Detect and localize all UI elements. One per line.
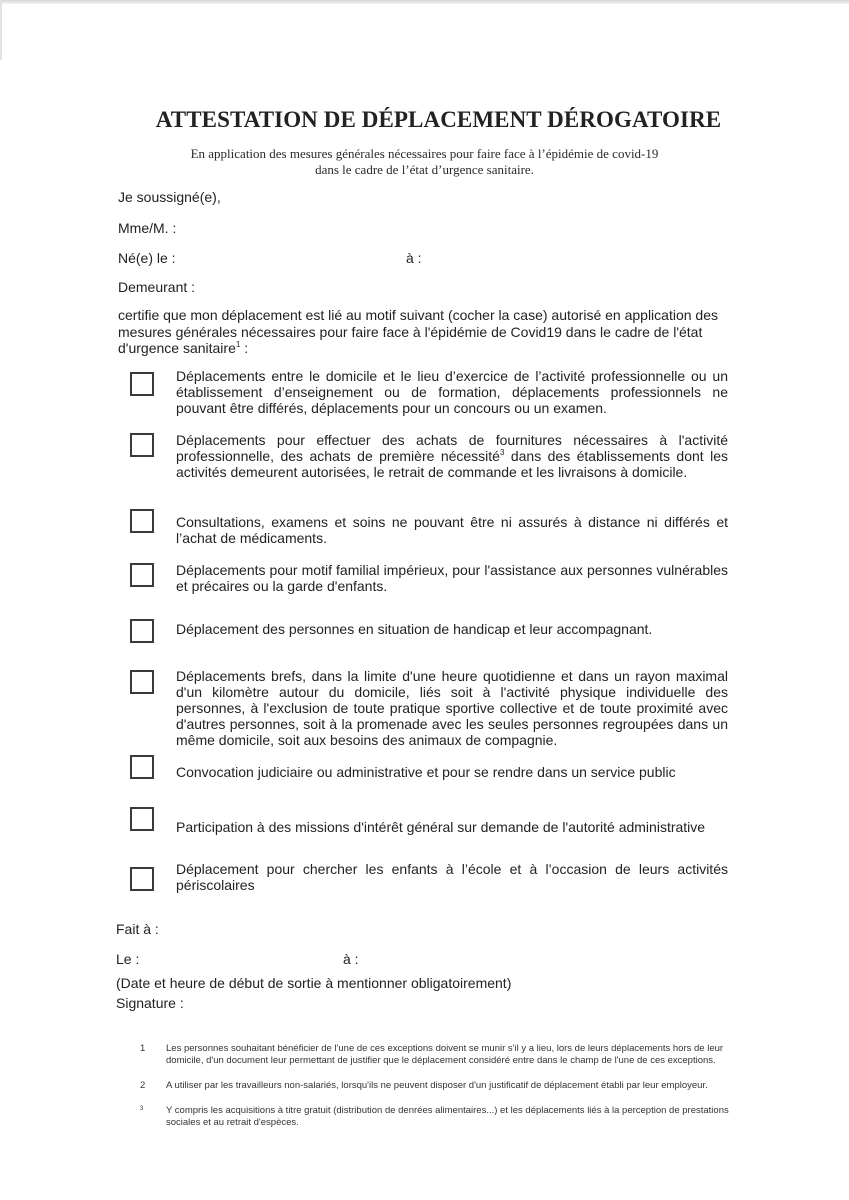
date-label: Le :: [116, 951, 140, 967]
reason-checkbox-general-interest[interactable]: [130, 807, 154, 831]
reason-checkbox-purchases[interactable]: [130, 433, 154, 457]
place-field[interactable]: [170, 921, 570, 939]
reason-checkbox-handicap[interactable]: [130, 619, 154, 643]
reason-checkbox-health[interactable]: [130, 509, 154, 533]
certification-suffix: :: [240, 340, 249, 356]
document-subtitle-line1: En application des mesures générales nécessaires pour faire face à l’épidémie de covid-19: [190, 146, 659, 161]
signature-area[interactable]: [190, 995, 490, 1025]
footnote-3: [140, 1105, 740, 1128]
place-label: Fait à :: [116, 921, 159, 937]
address-label: Demeurant :: [118, 279, 196, 295]
footnote-1: [140, 1043, 740, 1066]
date-field[interactable]: [150, 951, 330, 969]
document-title: ATTESTATION DE DÉPLACEMENT DÉROGATOIRE: [155, 107, 722, 132]
name-field[interactable]: [190, 220, 710, 238]
name-label: Mme/M. :: [118, 220, 177, 236]
reason-text-school: Déplacement pour chercher les enfants à l’école et à l’occasion de leurs activités périscolaires: [176, 861, 728, 893]
signature-label: Signature :: [116, 995, 184, 1011]
footnote-text: A utiliser par les travailleurs non-salariés, lorsqu'ils ne peuvent disposer d'un justificatif de déplacement établi par leur employeur.: [166, 1080, 708, 1091]
footnote-ref-1[interactable]: 1: [235, 340, 241, 349]
reason-text-purchases-b: dans des établissements dont les activités demeurent autorisées, le retrait de commande et les livraisons à domicile.: [176, 448, 728, 480]
footnote-text: Les personnes souhaitant bénéficier de l'une de ces exceptions doivent se munir s'il y a lieu, lors de leurs déplacements hors de leur domicile, d'un document leur permettant de justifier que le déplacement considéré entre dans le champ de l'une de ces exceptions.: [166, 1043, 724, 1066]
reason-text-health: Consultations, examens et soins ne pouvant être ni assurés à distance ni différés et l’achat de médicaments.: [176, 514, 728, 546]
time-field[interactable]: [368, 951, 548, 969]
reason-checkbox-exercise[interactable]: [130, 670, 154, 694]
birth-place-field[interactable]: [430, 250, 720, 268]
reason-text-convocation: Convocation judiciaire ou administrative et pour se rendre dans un service public: [176, 764, 676, 780]
reason-text-handicap: Déplacement des personnes en situation de handicap et leur accompagnant.: [176, 621, 653, 637]
footnote-number: 3: [140, 1106, 144, 1112]
reason-checkbox-family[interactable]: [130, 563, 154, 587]
undersigned-label: Je soussigné(e),: [118, 189, 221, 205]
date-note: (Date et heure de début de sortie à mentionner obligatoirement): [116, 975, 512, 991]
footnote-ref-3[interactable]: 3: [499, 448, 505, 457]
reason-text-purchases: [176, 432, 728, 480]
certification-text: certifie que mon déplacement est lié au motif suivant (cocher la case) autorisé en application des mesures générales nécessaires pour faire face à l'épidémie de Covid19 dans le cadre de l'état d'urgence sanitaire: [118, 307, 718, 356]
reason-text-exercise: Déplacements brefs, dans la limite d'une heure quotidienne et dans un rayon maximal d'un kilomètre autour du domicile, liés soit à l'activité physique individuelle des personnes, à l'exclusion de toute pratique sportive collective et de toute proximité avec d'autres personnes, soit à la promenade avec les seules personnes regroupées dans un même domicile, soit aux besoins des animaux de compagnie.: [176, 668, 728, 748]
time-label: à :: [343, 951, 359, 967]
footnote-text: Y compris les acquisitions à titre gratuit (distribution de denrées alimentaires...) et les déplacements liés à la perception de prestations sociales et au retrait d'espèces.: [166, 1105, 729, 1128]
reason-text-family: Déplacements pour motif familial impérieux, pour l'assistance aux personnes vulnérables et précaires ou la garde d'enfants.: [176, 562, 728, 594]
reason-text-general-interest: Participation à des missions d'intérêt général sur demande de l'autorité administrative: [176, 819, 706, 835]
reason-text-work: Déplacements entre le domicile et le lieu d’exercice de l’activité professionnelle ou un établissement d’enseignement ou de formation, déplacements professionnels ne pouvant être différés, déplacements pour un concours ou un examen.: [176, 368, 728, 416]
certification-statement: [118, 307, 730, 357]
birth-date-field[interactable]: [190, 250, 390, 268]
reason-text-purchases-a: Déplacements pour effectuer des achats de fournitures nécessaires à l'activité professionnelle, des achats de première nécessité: [176, 432, 728, 464]
reason-checkbox-work[interactable]: [130, 372, 154, 396]
scan-left-edge: [0, 0, 2, 60]
document-subtitle-line2: dans le cadre de l’état d’urgence sanitaire.: [315, 162, 534, 177]
footnote-number: 2: [140, 1080, 146, 1091]
footnote-number: 1: [140, 1043, 146, 1054]
birth-place-label: à :: [406, 250, 422, 266]
scan-top-edge: [0, 0, 849, 4]
footnote-2: [140, 1080, 740, 1092]
birth-date-label: Né(e) le :: [118, 250, 176, 266]
reason-checkbox-school[interactable]: [130, 867, 154, 891]
reason-checkbox-convocation[interactable]: [130, 755, 154, 779]
address-field[interactable]: [205, 279, 720, 297]
